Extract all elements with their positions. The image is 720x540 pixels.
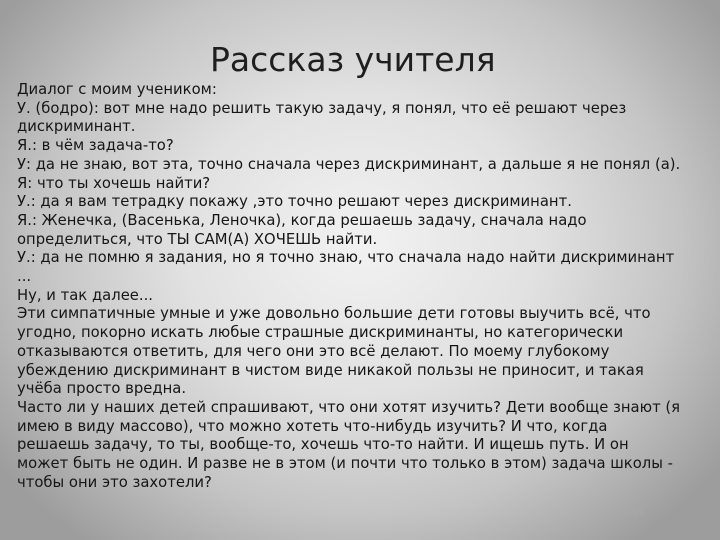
text-line: имею в виду массово), что можно хотеть что-нибудь изучить? И что, когда (17, 417, 608, 435)
text-line: определиться, что ТЫ САМ(А) ХОЧЕШЬ найти. (17, 230, 378, 248)
text-line: У: да не знаю, вот эта, точно сначала через дискриминант, а дальше я не понял (а). (17, 155, 681, 173)
text-line: решаешь задачу, то ты, вообще-то, хочешь что-то найти. И ищешь путь. И он (17, 436, 629, 454)
text-line: учёба просто вредна. (17, 380, 187, 398)
text-line: Часто ли у наших детей спрашивают, что они хотят изучить? Дети вообще знают (я (17, 398, 681, 416)
text-line: может быть не один. И разве не в этом (и почти что только в этом) задача школы - (17, 455, 673, 473)
text-line: Я.: в чём задача-то? (17, 137, 174, 155)
text-line: отказываются ответить, для чего они это всё делают. По моему глубокому (17, 342, 610, 360)
text-line: ... (17, 268, 32, 286)
text-line: У. (бодро): вот мне надо решить такую задачу, я понял, что её решают через (17, 99, 627, 117)
text-line: Я: что ты хочешь найти? (17, 174, 211, 192)
text-line: дискриминант. (17, 118, 136, 136)
text-line: Я.: Женечка, (Васенька, Леночка), когда решаешь задачу, сначала надо (17, 211, 587, 229)
text-line: Эти симпатичные умные и уже довольно большие дети готовы выучить всё, что (17, 305, 651, 323)
text-line: угодно, покорно искать любые страшные дискриминанты, но категорически (17, 324, 624, 342)
slide-title: Рассказ учителя (210, 40, 496, 79)
text-line: Диалог с моим учеником: (17, 81, 217, 98)
text-line: убеждению дискриминант в чистом виде никакой пользы не приносит, и такая (17, 361, 644, 379)
slide-body-text (17, 81, 707, 492)
text-line: Ну, и так далее... (17, 286, 154, 304)
text-line: чтобы они это захотели? (17, 473, 212, 491)
text-line: У.: да я вам тетрадку покажу ,это точно решают через дискриминант. (17, 193, 572, 211)
text-line: У.: да не помню я задания, но я точно знаю, что сначала надо найти дискриминант (17, 249, 675, 267)
page-number: 9/15 (624, 508, 645, 518)
